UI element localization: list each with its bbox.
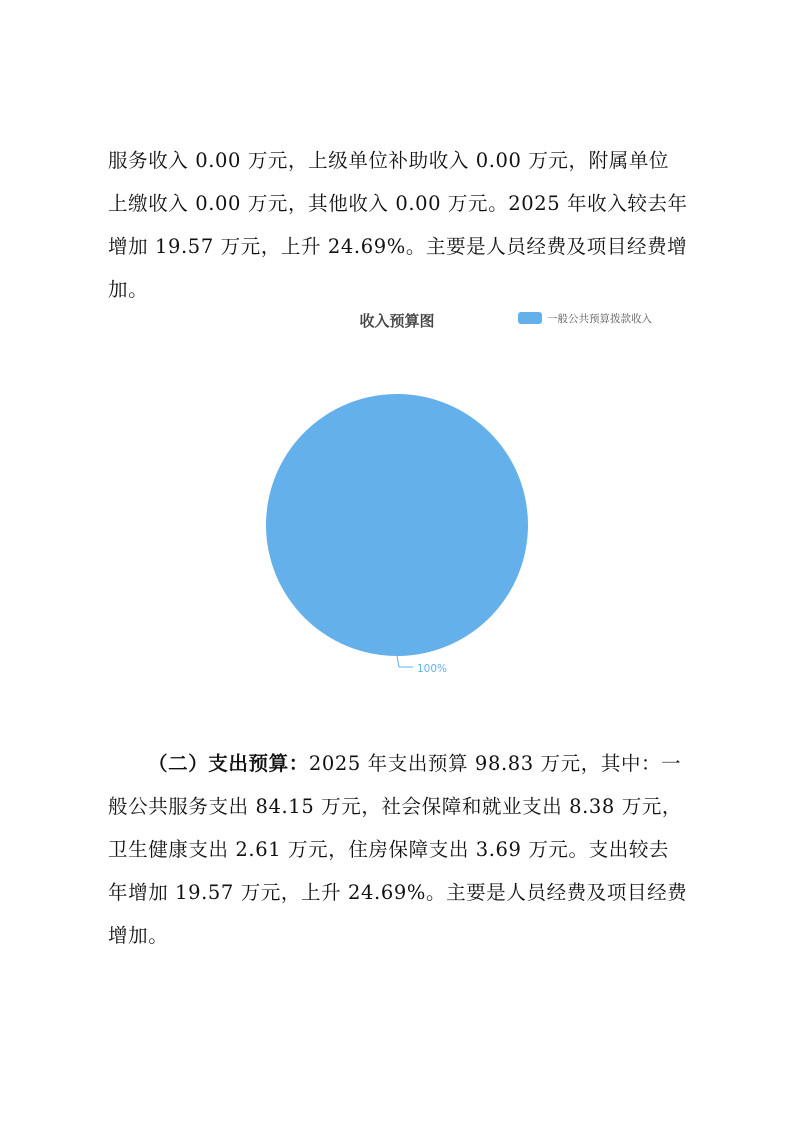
paragraph-line: 服务收入 0.00 万元，上级单位补助收入 0.00 万元，附属单位 [108,149,670,172]
paragraph-line: 增加 19.57 万元，上升 24.69%。主要是人员经费及项目经费增 [108,235,688,258]
income-paragraph [108,139,690,311]
expenditure-paragraph [108,742,690,957]
slice-data-label: 100% [417,663,448,675]
pie-chart-svg [240,300,700,690]
section-heading: （二）支出预算： [148,752,309,775]
paragraph-line: 加。 [108,278,149,301]
chart-title: 收入预算图 [359,312,435,330]
paragraph-line: 般公共服务支出 84.15 万元，社会保障和就业支出 8.38 万元， [108,795,683,818]
paragraph-line: 卫生健康支出 2.61 万元，住房保障支出 3.69 万元。支出较去 [108,838,670,861]
paragraph-line-text: 2025 年支出预算 98.83 万元，其中：一 [308,752,682,775]
data-label-leader [397,656,413,667]
paragraph-line: 年增加 19.57 万元，上升 24.69%。主要是人员经费及项目经费 [108,881,688,904]
legend-swatch [518,312,542,324]
legend-label: 一般公共预算拨款收入 [547,313,652,325]
paragraph-line: 上缴收入 0.00 万元，其他收入 0.00 万元。2025 年收入较去年 [108,192,688,215]
paragraph-line: 增加。 [108,924,169,947]
pie-slices [266,394,528,656]
paragraph-line [108,742,690,785]
chart-legend [518,312,652,325]
income-pie-chart [240,300,700,690]
pie-slice [266,394,528,656]
